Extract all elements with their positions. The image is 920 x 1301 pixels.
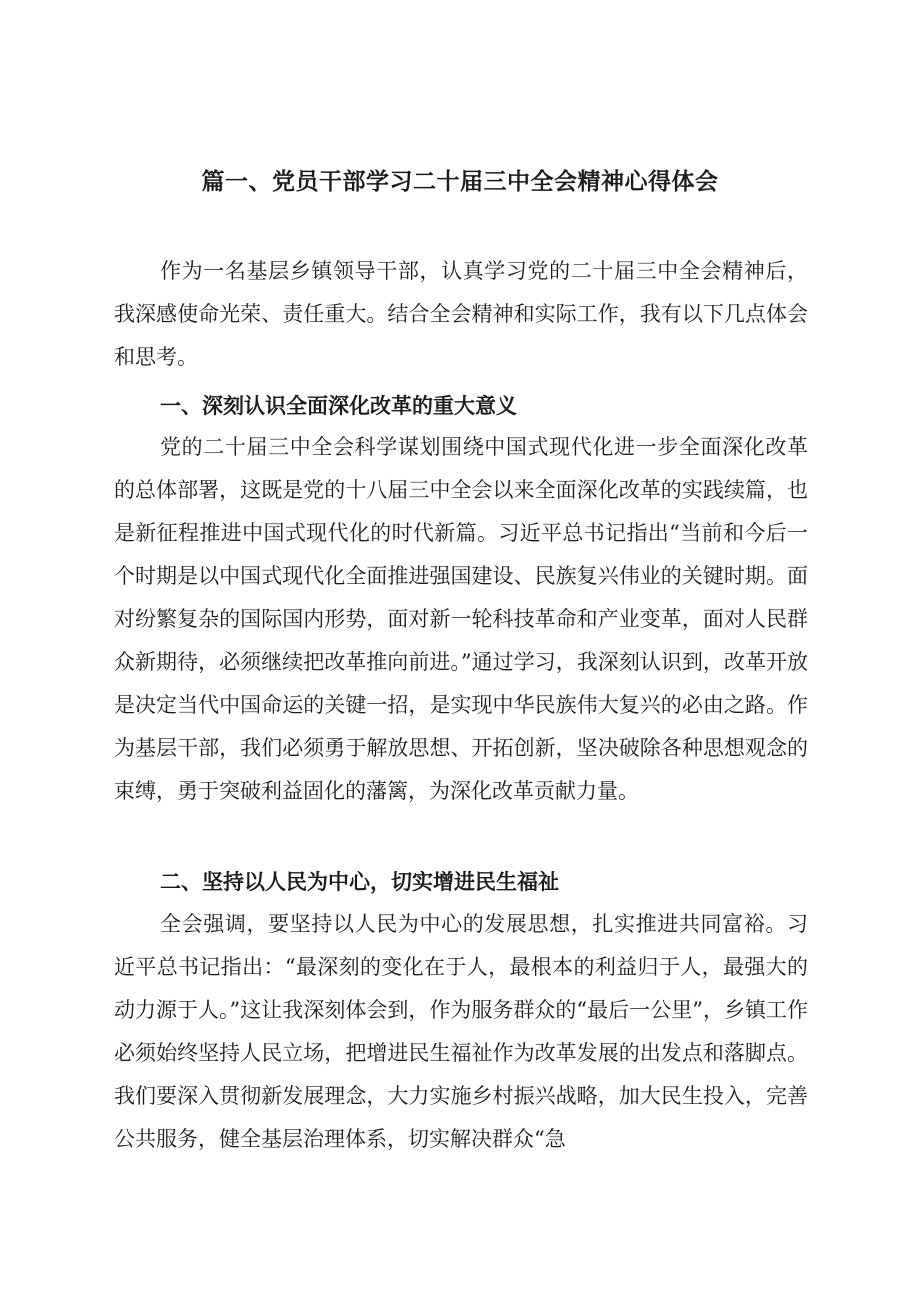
section-heading-1: 一、深刻认识全面深化改革的重大意义 <box>160 394 517 418</box>
intro-paragraph: 作为一名基层乡镇领导干部，认真学习党的二十届三中全会精神后，我深感使命光荣、责任重大。结合全会精神和实际工作，我有以下几点体会和思考。 <box>114 259 808 369</box>
section-heading-2: 二、坚持以人民为中心，切实增进民生福祉 <box>160 870 559 894</box>
section-paragraph-2: 全会强调，要坚持以人民为中心的发展思想，扎实推进共同富裕。习近平总书记指出：“最深刻的变化在于人，最根本的利益归于人，最强大的动力源于人。”这让我深刻体会到，作为服务群众的“最后一公里”，乡镇工作必须始终坚持人民立场，把增进民生福祉作为改革发展的出发点和落脚点。我们要深入贯彻新发展理念，大力实施乡村振兴战略，加大民生投入，完善公共服务，健全基层治理体系，切实解决群众“急 <box>114 912 808 1151</box>
section-paragraph-1: 党的二十届三中全会科学谋划围绕中国式现代化进一步全面深化改革的总体部署，这既是党的十八届三中全会以来全面深化改革的实践续篇，也是新征程推进中国式现代化的时代新篇。习近平总书记指出“当前和今后一个时期是以中国式现代化全面推进强国建设、民族复兴伟业的关键时期。面对纷繁复杂的国际国内形势，面对新一轮科技革命和产业变革，面对人民群众新期待，必须继续把改革推向前进。”通过学习，我深刻认识到，改革开放是决定当代中国命运的关键一招，是实现中华民族伟大复兴的必由之路。作为基层干部，我们必须勇于解放思想、开拓创新，坚决破除各种思想观念的束缚，勇于突破利益固化的藩篱，为深化改革贡献力量。 <box>114 435 808 803</box>
document-title: 篇一、党员干部学习二十届三中全会精神心得体会 <box>201 169 719 195</box>
